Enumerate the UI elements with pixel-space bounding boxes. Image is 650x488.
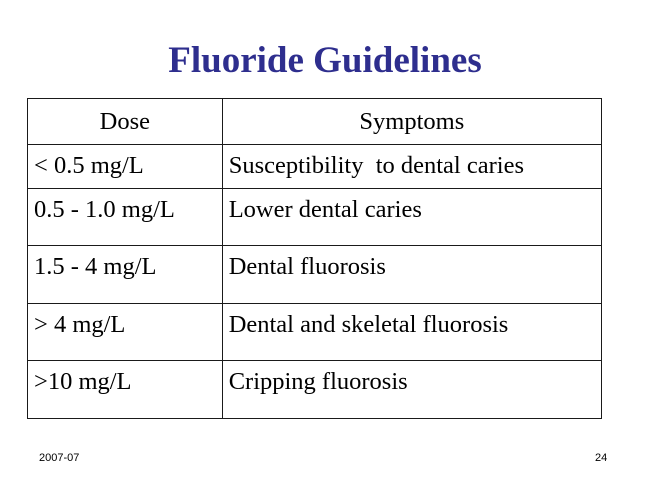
symptom-cell <box>222 189 601 246</box>
table-header-row <box>28 99 602 145</box>
dose-cell <box>28 246 223 304</box>
table-row <box>28 145 602 189</box>
symptom-text: Susceptibility to dental caries <box>228 152 524 179</box>
symptom-text: Dental and skeletal fluorosis <box>228 311 509 338</box>
table-row <box>28 189 602 246</box>
dose-text: > 4 mg/L <box>34 311 126 338</box>
table-row <box>28 361 602 419</box>
dose-text: < 0.5 mg/L <box>34 152 144 179</box>
table-row <box>28 246 602 304</box>
dose-cell <box>28 361 223 419</box>
dose-cell <box>28 189 223 246</box>
header-symptoms: Symptoms <box>222 99 601 145</box>
footer-page-number: 24 <box>595 452 608 464</box>
dose-cell <box>28 145 223 189</box>
symptom-cell <box>222 304 601 361</box>
symptom-text: Lower dental caries <box>228 196 422 223</box>
table-row <box>28 304 602 361</box>
symptom-cell <box>222 246 601 304</box>
symptom-cell <box>222 361 601 419</box>
symptom-cell <box>222 145 601 189</box>
fluoride-table <box>27 98 602 419</box>
dose-text: 1.5 - 4 mg/L <box>34 253 157 280</box>
dose-text: >10 mg/L <box>34 368 132 395</box>
dose-cell <box>28 304 223 361</box>
header-dose: Dose <box>28 99 223 145</box>
symptom-text: Dental fluorosis <box>228 253 386 280</box>
dose-text: 0.5 - 1.0 mg/L <box>34 196 175 223</box>
symptom-text: Cripping fluorosis <box>228 368 408 395</box>
footer-date: 2007-07 <box>39 452 80 464</box>
slide-title: Fluoride Guidelines <box>168 40 482 81</box>
